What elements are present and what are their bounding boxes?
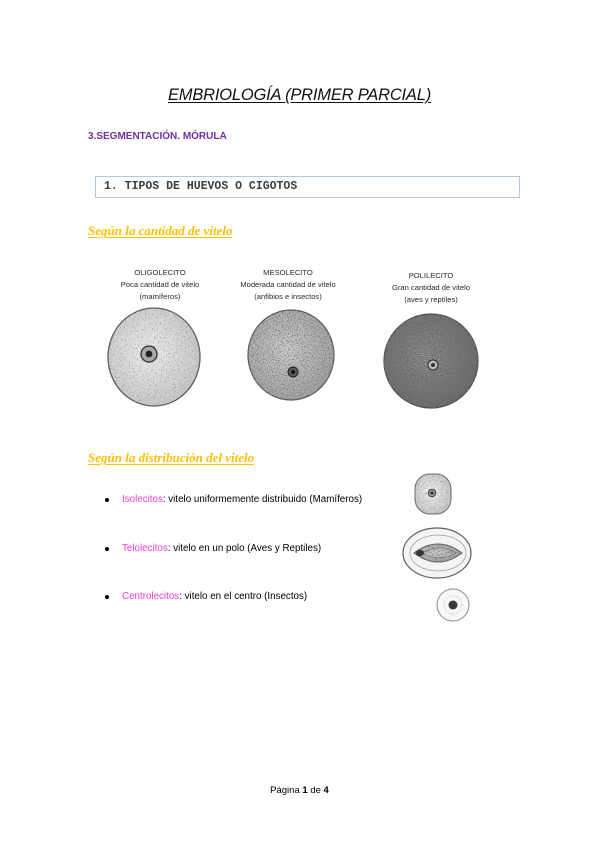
figure-name: MESOLECITO bbox=[263, 268, 313, 277]
figure-name: OLIGOLECITO bbox=[134, 268, 186, 277]
figure-description: Moderada cantidad de vitelo bbox=[240, 280, 336, 289]
footer-label: Página bbox=[270, 785, 300, 796]
footer-total-pages: 4 bbox=[323, 785, 329, 796]
figure-label-polilecito bbox=[376, 270, 486, 306]
telolecito-egg-illustration bbox=[400, 525, 474, 582]
oligolecito-egg-illustration bbox=[104, 304, 204, 410]
list-item-text bbox=[122, 542, 321, 556]
term: Centrolecitos bbox=[122, 591, 180, 602]
central-yolk bbox=[449, 601, 458, 610]
subheading-quantity: Según la cantidad de vitelo bbox=[88, 223, 233, 238]
term: Telolecitos bbox=[122, 543, 168, 554]
document-title: EMBRIOLOGÍA (PRIMER PARCIAL) bbox=[167, 86, 432, 104]
bullet-icon bbox=[105, 595, 109, 599]
nucleolus bbox=[431, 363, 435, 367]
figure-description: Poca cantidad de vitelo bbox=[120, 280, 200, 289]
figure-examples: (aves y reptiles) bbox=[404, 295, 458, 304]
nucleolus bbox=[291, 370, 295, 374]
page-footer bbox=[0, 784, 599, 798]
nucleolus bbox=[431, 492, 434, 495]
footer-of: de bbox=[310, 785, 321, 796]
polilecito-egg-illustration bbox=[383, 312, 481, 410]
figure-description: Gran cantidad de vitelo bbox=[391, 283, 471, 292]
subheading-distribution: Según la distribución del vitelo bbox=[88, 450, 255, 465]
term: Isolecitos bbox=[122, 494, 163, 505]
figure-examples: (mamíferos) bbox=[139, 292, 181, 301]
definition: : vitelo en un polo (Aves y Reptiles) bbox=[167, 543, 322, 554]
bullet-icon bbox=[105, 547, 109, 551]
definition: : vitelo uniformemente distribuido (Mamíferos) bbox=[162, 494, 363, 505]
germinal-disc bbox=[416, 550, 424, 556]
list-item-text bbox=[122, 590, 307, 604]
box-heading-text: 1. TIPOS DE HUEVOS O CIGOTOS bbox=[104, 180, 298, 193]
mesolecito-egg-illustration bbox=[246, 308, 336, 402]
isolecito-egg-illustration bbox=[413, 472, 453, 516]
egg-cytoplasm bbox=[248, 310, 334, 400]
heading-box bbox=[95, 176, 520, 198]
list-item-text bbox=[122, 493, 362, 507]
section-heading: 3.SEGMENTACIÓN. MÓRULA bbox=[88, 131, 227, 142]
figure-label-oligolecito bbox=[110, 267, 210, 303]
nucleolus bbox=[146, 351, 153, 358]
figure-label-mesolecito bbox=[228, 267, 348, 303]
figure-name: POLILECITO bbox=[408, 271, 454, 280]
figure-examples: (anfibios e insectos) bbox=[254, 292, 322, 301]
footer-page-number: 1 bbox=[302, 785, 308, 796]
definition: : vitelo en el centro (Insectos) bbox=[179, 591, 308, 602]
centrolecito-egg-illustration bbox=[432, 586, 474, 624]
bullet-icon bbox=[105, 498, 109, 502]
